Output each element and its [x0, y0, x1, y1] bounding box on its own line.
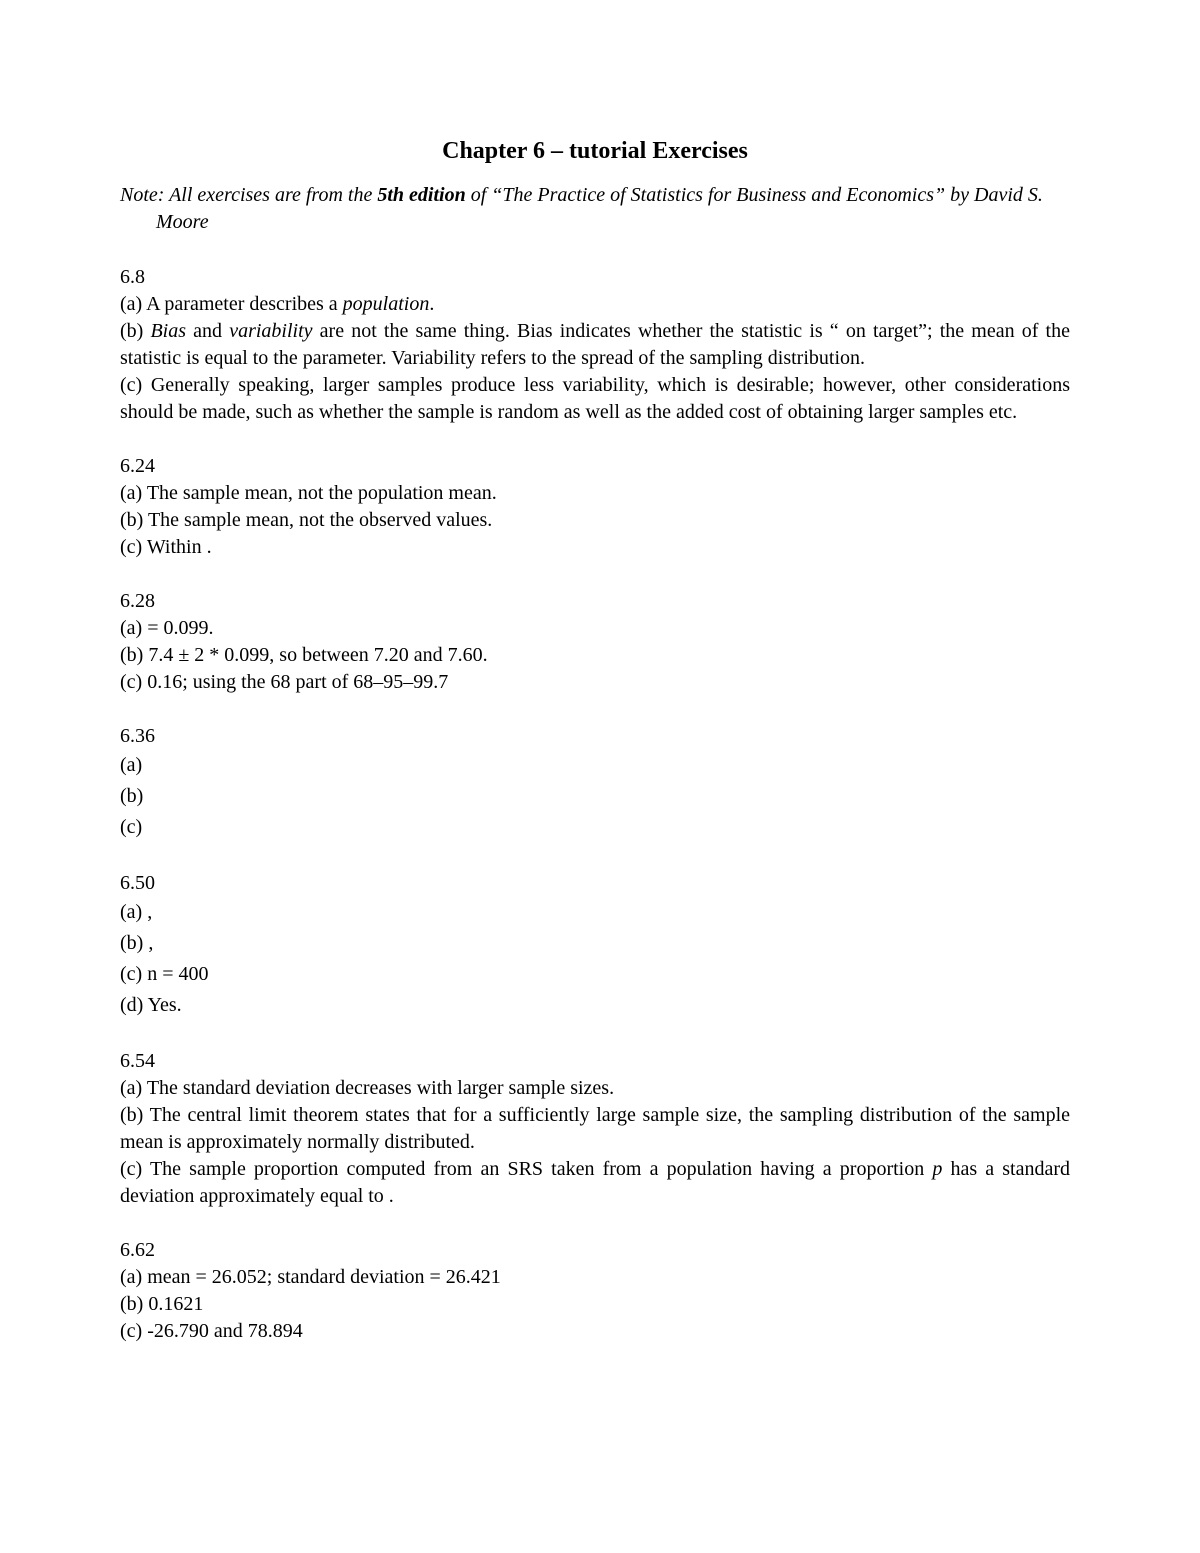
answer-emphasis: population: [342, 293, 430, 315]
answer-part: (c) 0.16; using the 68 part of 68–95–99.7: [120, 671, 449, 693]
exercise-6-36: [120, 723, 1070, 843]
answer-part: (a): [120, 754, 143, 776]
answer-part: [120, 318, 1070, 372]
answer-part: (d) Yes.: [120, 994, 182, 1016]
answer-part: (a) ,: [120, 901, 153, 923]
answer-emphasis: Bias: [150, 320, 187, 342]
exercise-number: 6.24: [120, 455, 155, 477]
exercise-number: 6.54: [120, 1050, 155, 1072]
exercise-6-50: [120, 870, 1070, 1021]
answer-part: (c) Within .: [120, 536, 212, 558]
exercise-6-54: [120, 1048, 1070, 1210]
answer-part: [120, 1156, 1070, 1210]
answer-part: (a) = 0.099.: [120, 617, 214, 639]
answer-text: are not the same thing. Bias indicates whether the statistic is “ on target”; the mean of the statistic is equal to the parameter. Variability refers to the spread of the sampling distribution.: [120, 320, 1070, 369]
answer-text: (c) The sample proportion computed from an SRS taken from a population having a proportion: [120, 1158, 933, 1180]
answer-part: (a) The sample mean, not the population mean.: [120, 482, 497, 504]
answer-text: (a) A parameter describes a: [120, 293, 343, 315]
document-page: [120, 136, 1070, 1372]
answer-part: [120, 291, 1070, 318]
spacer: [120, 236, 1070, 264]
answer-text: and: [186, 320, 230, 342]
exercise-6-24: [120, 453, 1070, 561]
answer-emphasis: variability: [229, 320, 313, 342]
exercise-number: 6.36: [120, 725, 155, 747]
page-title: Chapter 6 – tutorial Exercises: [442, 138, 748, 164]
answer-part: (b) 7.4 ± 2 * 0.099, so between 7.20 and 7.60.: [120, 644, 488, 666]
answer-part: (b) The central limit theorem states that for a sufficiently large sample size, the sampling distribution of the sample mean is approximately normally distributed.: [120, 1104, 1070, 1153]
note-suffix: of “The Practice of Statistics for Business and Economics” by David S. Moore: [156, 184, 1043, 233]
answer-part: (b): [120, 785, 144, 807]
answer-part: (b) The sample mean, not the observed values.: [120, 509, 493, 531]
answer-emphasis: p: [932, 1158, 943, 1180]
source-note: [120, 182, 1070, 236]
exercise-number: 6.8: [120, 266, 145, 288]
exercise-6-28: [120, 588, 1070, 696]
exercise-number: 6.62: [120, 1239, 155, 1261]
answer-text: .: [429, 293, 435, 315]
answer-part: (c) -26.790 and 78.894: [120, 1320, 303, 1342]
exercise-number: 6.28: [120, 590, 155, 612]
answer-text: has a standard deviation approximately equal to .: [120, 1158, 1071, 1207]
answer-part: (c) n = 400: [120, 963, 209, 985]
answer-part: (b) 0.1621: [120, 1293, 204, 1315]
answer-part: (b) ,: [120, 932, 154, 954]
exercise-6-8: [120, 264, 1070, 426]
exercise-number: 6.50: [120, 872, 155, 894]
answer-part: (c) Generally speaking, larger samples produce less variability, which is desirable; however, other considerations should be made, such as whether the sample is random as well as the added cost of obtaining larger samples etc.: [120, 374, 1070, 423]
answer-part: (c): [120, 816, 143, 838]
answer-part: (a) The standard deviation decreases with larger sample sizes.: [120, 1077, 615, 1099]
note-prefix: Note: All exercises are from the: [120, 184, 378, 206]
answer-text: (b): [120, 320, 151, 342]
exercise-6-62: [120, 1237, 1070, 1345]
note-edition: 5th edition: [377, 184, 466, 206]
answer-part: (a) mean = 26.052; standard deviation = 26.421: [120, 1266, 501, 1288]
